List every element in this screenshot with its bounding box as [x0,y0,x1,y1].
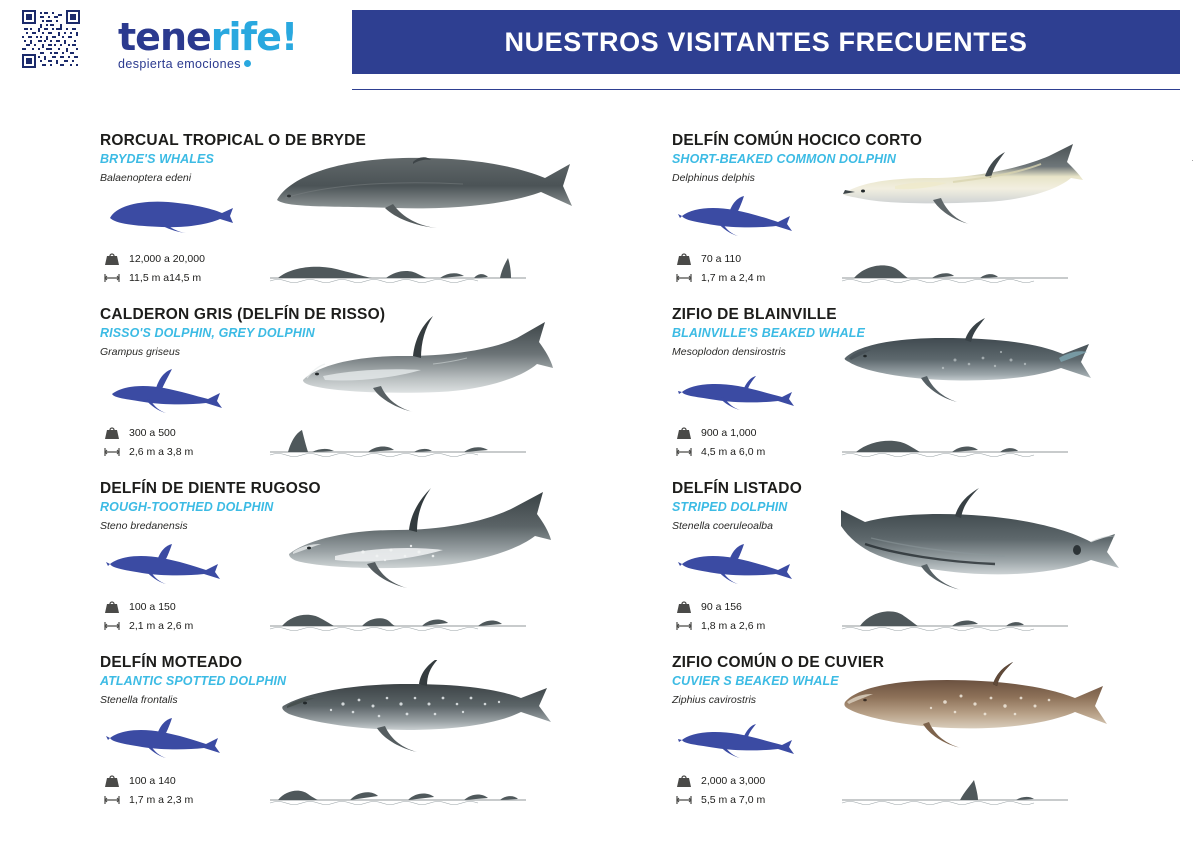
species-name-es: RORCUAL TROPICAL O DE BRYDE [100,132,367,149]
dive-sequence [268,428,668,472]
species-name-es: ZIFIO DE BLAINVILLE [672,306,837,323]
dive-sequence [840,776,1200,820]
dolphin-silhouette-icon [106,368,246,418]
species-name-en: RISSO'S DOLPHIN, GREY DOLPHIN [100,326,315,340]
weight-icon [674,773,694,788]
species-name-scientific: Ziphius cavirostris [672,694,757,706]
length-icon [674,792,694,807]
length-value: 11,5 m a14,5 m [129,271,202,284]
weight-value: 300 a 500 [129,426,176,439]
species-card [660,306,1200,478]
species-card [88,480,673,652]
beaked-whale-silhouette-icon [678,716,818,766]
species-card [660,132,1200,304]
weight-icon [102,599,122,614]
dolphin-silhouette-icon [678,194,818,244]
rough-toothed-dolphin-illustration [263,486,663,596]
poster-header [0,0,1200,100]
qr-code-icon [22,10,80,68]
beaked-whale-silhouette-icon [678,368,818,418]
length-value: 2,6 m a 3,8 m [129,445,194,458]
weight-value: 100 a 150 [129,600,176,613]
length-icon [674,444,694,459]
weight-value: 2,000 a 3,000 [701,774,766,787]
species-name-scientific: Delphinus delphis [672,172,755,184]
species-name-scientific: Stenella frontalis [100,694,178,706]
weight-icon [102,425,122,440]
page-title: NUESTROS VISITANTES FRECUENTES [504,26,1028,57]
cuviers-beaked-whale-illustration [835,660,1200,770]
species-grid [0,116,1200,816]
dive-sequence [268,776,668,820]
blainvilles-beaked-whale-illustration [835,312,1200,422]
species-name-scientific: Steno bredanensis [100,520,188,532]
dolphin-silhouette-icon [106,542,246,592]
spotted-dolphin-illustration [263,660,663,770]
species-name-es: DELFÍN COMÚN HOCICO CORTO [672,132,923,149]
length-icon [102,444,122,459]
dolphin-silhouette-icon [106,716,246,766]
species-name-en: CUVIER S BEAKED WHALE [672,674,839,688]
dive-sequence [268,254,668,298]
page-edge-mark: · [1191,155,1194,165]
species-name-scientific: Mesoplodon densirostris [672,346,786,358]
species-name-es: CALDERON GRIS (DELFÍN DE RISSO) [100,306,386,323]
dive-sequence [268,602,668,646]
dive-sequence [840,428,1200,472]
length-value: 5,5 m a 7,0 m [701,793,766,806]
species-name-es: ZIFIO COMÚN O DE CUVIER [672,654,885,671]
species-name-en: BLAINVILLE'S BEAKED WHALE [672,326,865,340]
weight-icon [674,251,694,266]
logo-text-a: tene [118,15,211,59]
species-name-en: BRYDE'S WHALES [100,152,214,166]
weight-value: 100 a 140 [129,774,176,787]
title-underline [352,74,1180,90]
tenerife-logo [118,15,318,76]
species-card [660,480,1200,652]
species-card [660,654,1200,826]
rissos-dolphin-illustration [263,312,663,422]
length-icon [102,270,122,285]
weight-value: 90 a 156 [701,600,742,613]
dive-sequence [840,254,1200,298]
title-banner [352,10,1180,74]
length-icon [102,618,122,633]
common-dolphin-illustration [835,138,1200,248]
whale-silhouette-icon [106,194,246,244]
species-name-en: STRIPED DOLPHIN [672,500,788,514]
length-value: 4,5 m a 6,0 m [701,445,766,458]
logo-exclamation: ! [280,15,298,59]
length-value: 1,8 m a 2,6 m [701,619,766,632]
length-value: 2,1 m a 2,6 m [129,619,194,632]
logo-tagline [118,57,318,71]
species-name-en: ATLANTIC SPOTTED DOLPHIN [100,674,287,688]
logo-wordmark [118,15,318,59]
length-value: 1,7 m a 2,3 m [129,793,194,806]
length-icon [674,618,694,633]
species-name-scientific: Stenella coeruleoalba [672,520,773,532]
species-name-es: DELFÍN LISTADO [672,480,802,497]
species-name-es: DELFÍN MOTEADO [100,654,243,671]
species-card [88,306,673,478]
weight-icon [102,773,122,788]
weight-icon [674,599,694,614]
species-name-scientific: Balaenoptera edeni [100,172,192,184]
logo-tagline-text: despierta emociones [118,57,241,71]
species-name-en: ROUGH-TOOTHED DOLPHIN [100,500,274,514]
species-name-en: SHORT-BEAKED COMMON DOLPHIN [672,152,897,166]
logo-text-b: rife [210,15,281,59]
species-card [88,132,673,304]
weight-value: 12,000 a 20,000 [129,252,205,265]
weight-icon [674,425,694,440]
length-icon [102,792,122,807]
striped-dolphin-illustration [835,486,1200,596]
weight-icon [102,251,122,266]
length-icon [674,270,694,285]
bryde-whale-illustration [263,138,663,248]
logo-dot-icon [244,60,251,67]
weight-value: 70 a 110 [701,252,742,265]
species-name-scientific: Grampus griseus [100,346,180,358]
weight-value: 900 a 1,000 [701,426,757,439]
species-card [88,654,673,826]
dolphin-silhouette-icon [678,542,818,592]
dive-sequence [840,602,1200,646]
length-value: 1,7 m a 2,4 m [701,271,766,284]
species-name-es: DELFÍN DE DIENTE RUGOSO [100,480,321,497]
